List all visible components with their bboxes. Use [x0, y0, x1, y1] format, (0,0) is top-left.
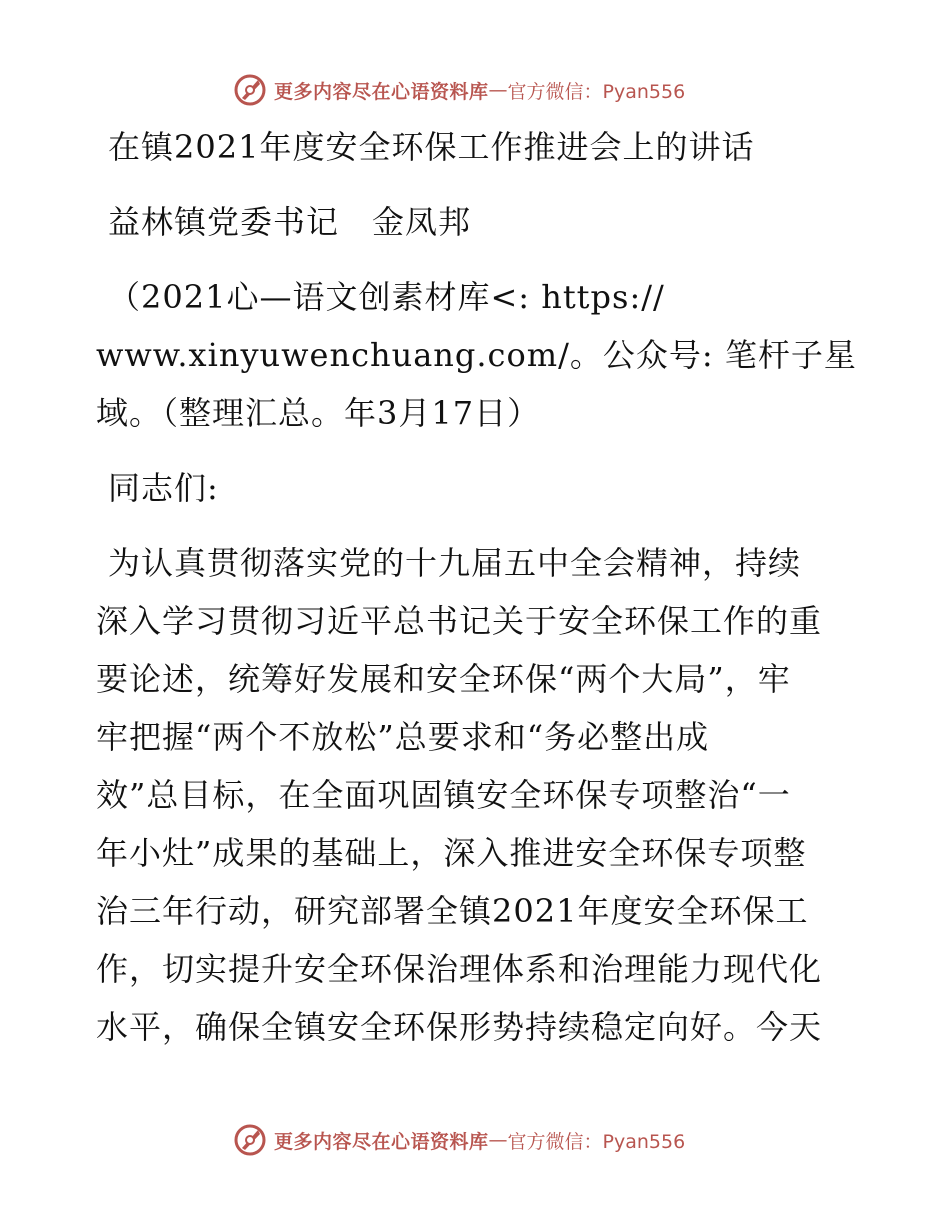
body-line-1: 为认真贯彻落实党的十九届五中全会精神，持续	[108, 544, 802, 582]
body-line-9: 水平，确保全镇安全环保形势持续稳定向好。今天	[96, 1008, 823, 1046]
salutation: 同志们:	[108, 469, 219, 507]
body-line-2: 深入学习贯彻习近平总书记关于安全环保工作的重	[96, 602, 823, 640]
body-line-7: 治三年行动，研究部署全镇2021年度安全环保工	[96, 892, 809, 930]
quill-emblem-icon	[232, 72, 268, 108]
source-note-line-2: www.xinyuwenchuang.com/。公众号: 笔杆子星	[96, 336, 857, 374]
banner-wechat-text: 官方微信：Pyan556	[507, 80, 686, 103]
body-line-3: 要论述，统筹好发展和安全环保“两个大局”，牢	[96, 660, 791, 698]
body-line-5: 效”总目标，在全面巩固镇安全环保专项整治“一	[96, 776, 791, 814]
footer-brand-text: 更多内容尽在心语资料库	[274, 1130, 489, 1153]
body-line-4: 牢把握“两个不放松”总要求和“务必整出成	[96, 718, 710, 756]
footer-dash: —	[488, 1129, 508, 1151]
banner-dash: —	[488, 79, 508, 101]
body-line-8: 作，切实提升安全环保治理体系和治理能力现代化	[96, 950, 823, 988]
quill-emblem-icon	[232, 1122, 268, 1158]
body-line-6: 年小灶”成果的基础上，深入推进安全环保专项整	[96, 834, 807, 872]
banner-brand-text: 更多内容尽在心语资料库	[274, 80, 489, 103]
header-banner	[232, 70, 685, 110]
source-note-line-3: 域。（整理汇总。年3月17日）	[96, 394, 541, 432]
document-title: 在镇2021年度安全环保工作推进会上的讲话	[108, 128, 755, 166]
source-note-line-1: （2021心—语文创素材库<: https://	[108, 278, 665, 316]
footer-wechat-text: 官方微信：Pyan556	[507, 1130, 686, 1153]
footer-banner	[232, 1120, 685, 1160]
document-author: 益林镇党委书记 金凤邦	[108, 203, 472, 241]
